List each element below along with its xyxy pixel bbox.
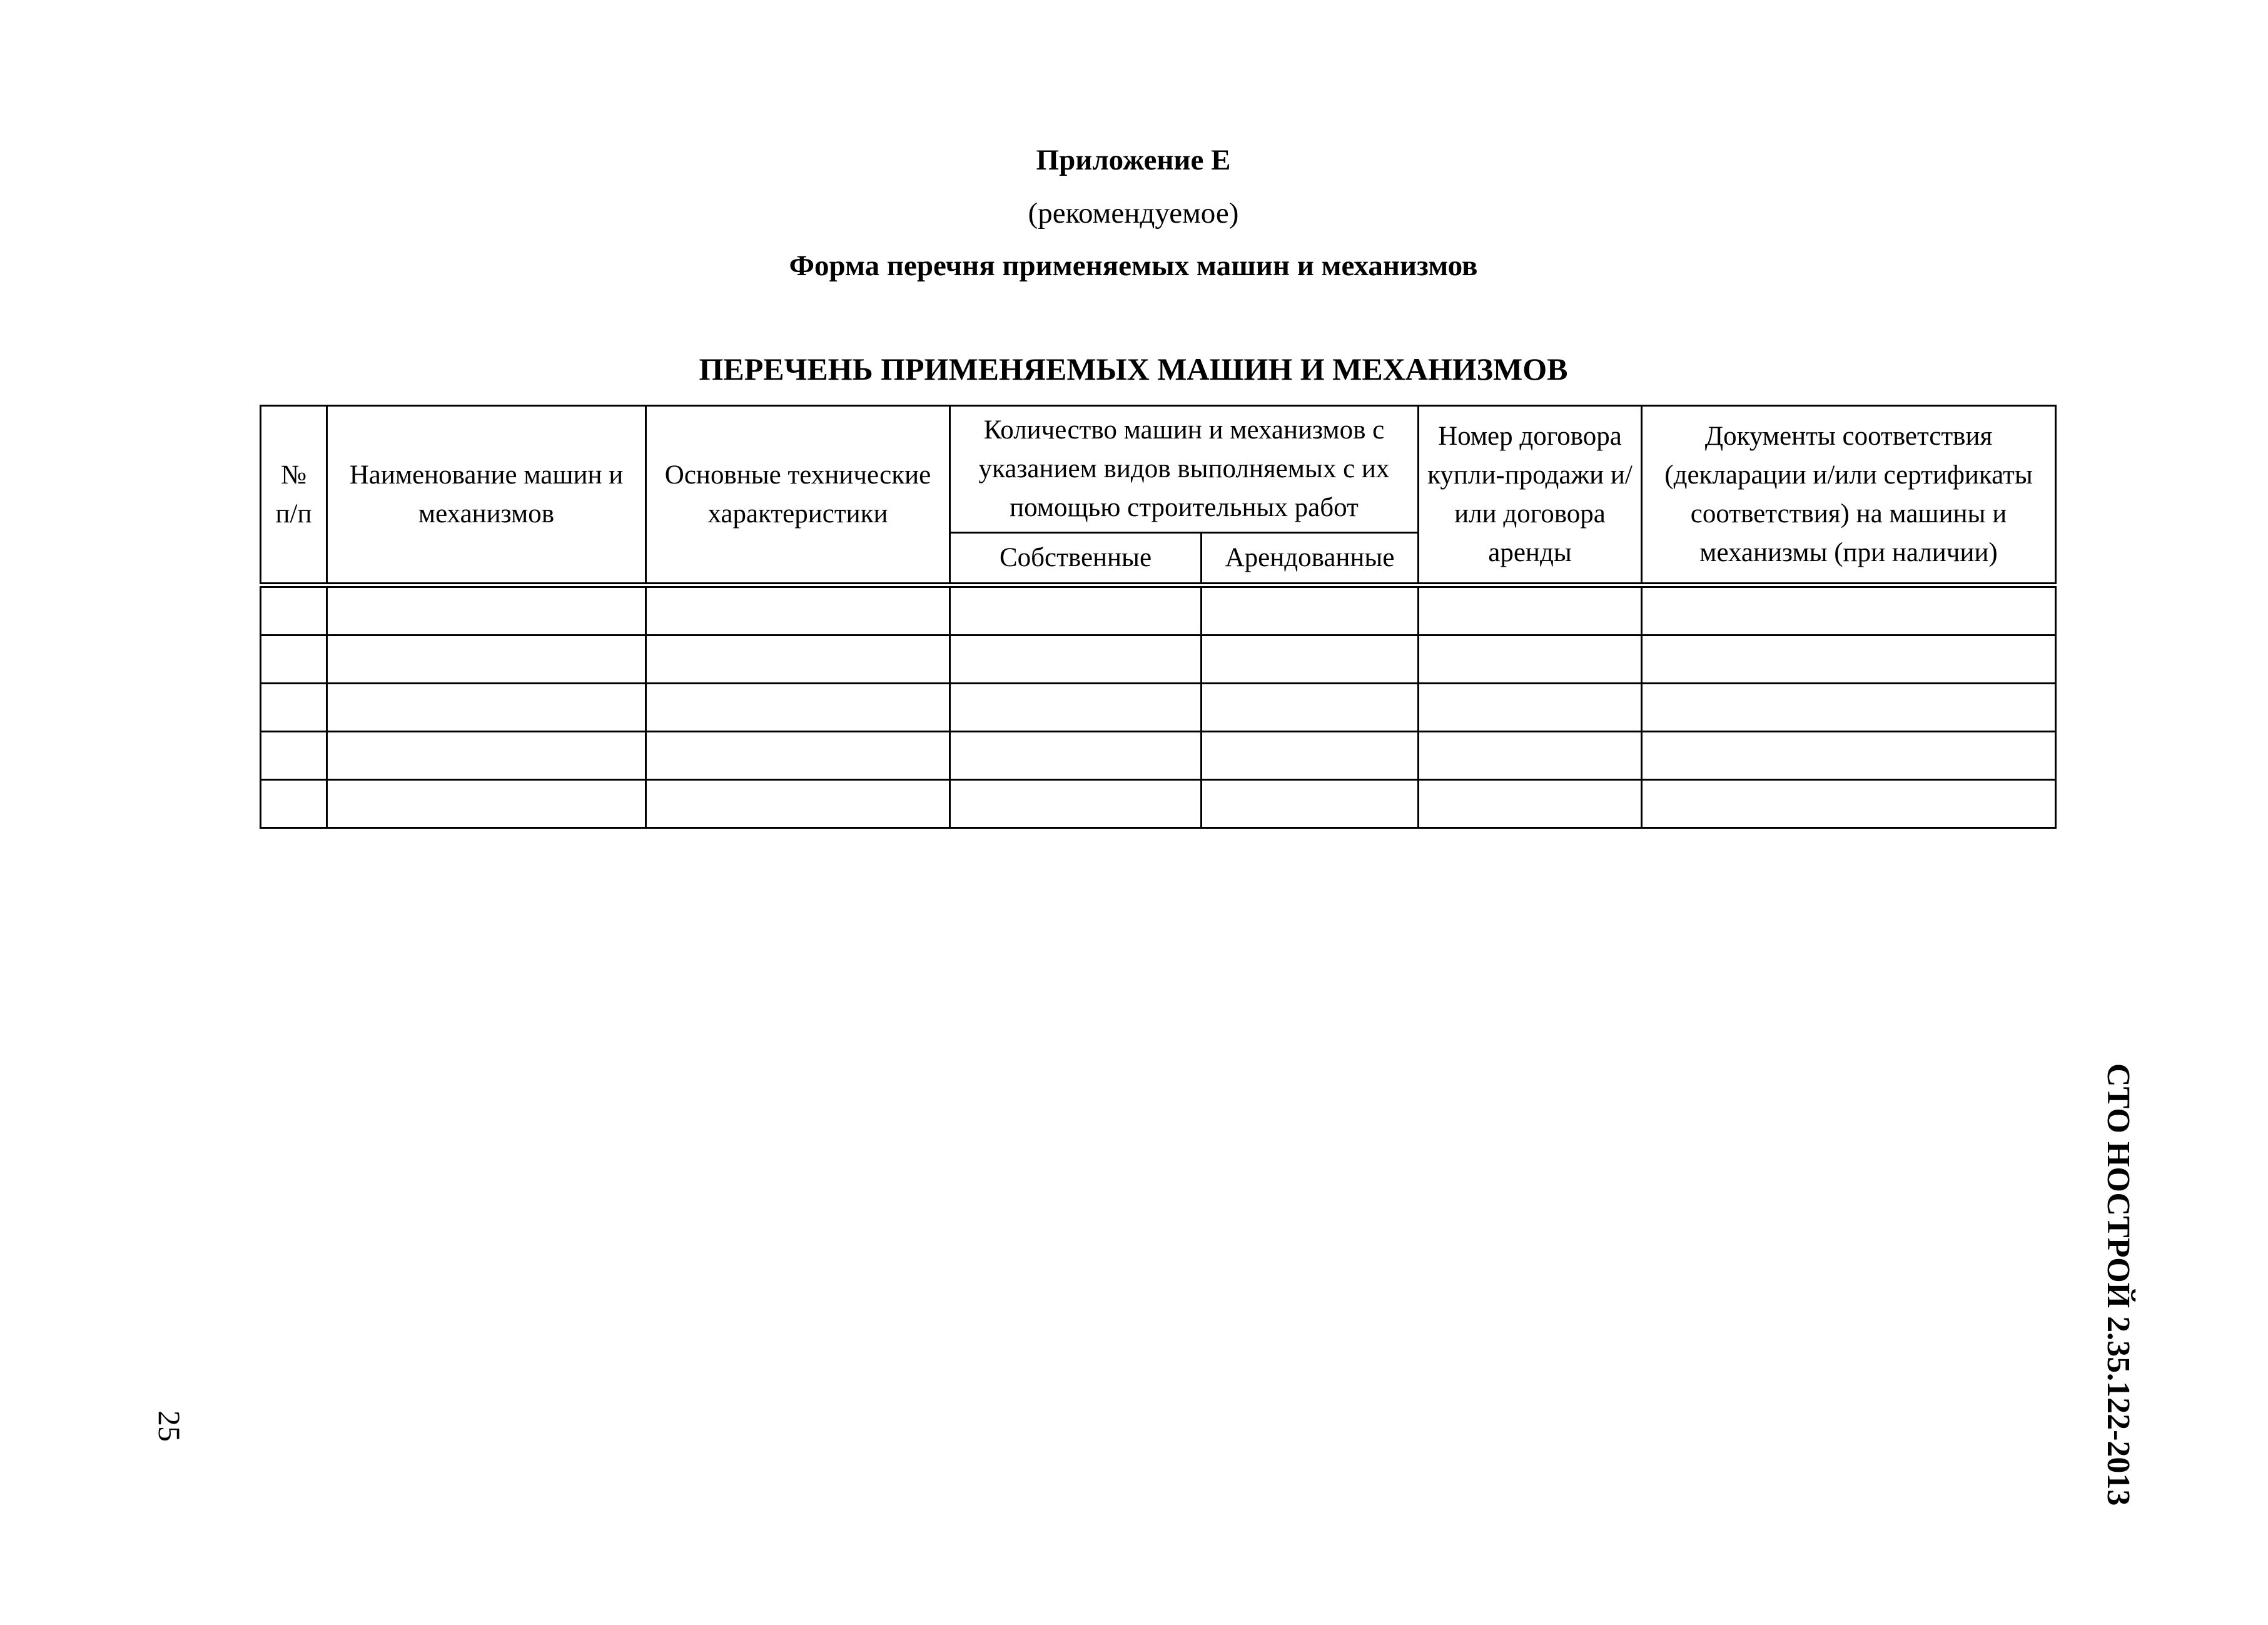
table-cell bbox=[1419, 732, 1642, 780]
table-cell bbox=[327, 780, 646, 828]
header-number-line2: п/п bbox=[275, 499, 312, 529]
table-cell bbox=[1202, 585, 1419, 635]
table-cell bbox=[950, 780, 1202, 828]
header-cell-contract: Номер договора купли-продажи и/или договора аренды bbox=[1419, 406, 1642, 585]
header-cell-documents: Документы соответствия (декларации и/или сертификаты соответствия) на машины и механизмы (при наличии) bbox=[1642, 406, 2056, 585]
appendix-title-text: Приложение Е bbox=[1036, 144, 1231, 176]
table-row bbox=[261, 732, 2056, 780]
header-cell-number bbox=[261, 406, 327, 585]
table-cell bbox=[950, 585, 1202, 635]
table-cell bbox=[1202, 732, 1419, 780]
table-cell bbox=[1202, 780, 1419, 828]
page-number-text: 25 bbox=[152, 1410, 187, 1442]
header-cell-own: Собственные bbox=[950, 533, 1202, 585]
table-cell bbox=[261, 635, 327, 684]
table-cell bbox=[1419, 635, 1642, 684]
table-cell bbox=[646, 684, 950, 732]
table-cell bbox=[327, 585, 646, 635]
table-row bbox=[261, 635, 2056, 684]
table-cell bbox=[950, 732, 1202, 780]
header-cell-specs: Основные технические характеристики bbox=[646, 406, 950, 585]
table-cell bbox=[950, 635, 1202, 684]
table-cell bbox=[327, 635, 646, 684]
table-cell bbox=[1642, 635, 2056, 684]
table-cell bbox=[1642, 684, 2056, 732]
table-cell bbox=[1202, 684, 1419, 732]
table-cell bbox=[646, 732, 950, 780]
header-cell-name: Наименование машин и механизмов bbox=[327, 406, 646, 585]
document-code-text: СТО НОСТРОЙ 2.35.122-2013 bbox=[2100, 1063, 2136, 1506]
appendix-note-text: (рекомендуемое) bbox=[1028, 197, 1239, 230]
table-cell bbox=[261, 732, 327, 780]
table-cell bbox=[1419, 585, 1642, 635]
table-cell bbox=[327, 732, 646, 780]
header-number-line1: № bbox=[280, 460, 307, 490]
table-cell bbox=[261, 780, 327, 828]
table-cell bbox=[261, 585, 327, 635]
table-cell bbox=[261, 684, 327, 732]
table-cell bbox=[1642, 780, 2056, 828]
table-cell bbox=[1642, 585, 2056, 635]
table-cell bbox=[646, 635, 950, 684]
table-cell bbox=[646, 780, 950, 828]
table-cell bbox=[1202, 635, 1419, 684]
header-cell-rented: Арендованные bbox=[1202, 533, 1419, 585]
machines-table bbox=[260, 405, 2057, 829]
header-cell-quantity: Количество машин и механизмов с указанием видов выполняемых с их помощью строительных работ bbox=[950, 406, 1419, 533]
table-cell bbox=[1419, 780, 1642, 828]
table-cell bbox=[950, 684, 1202, 732]
table-cell bbox=[1642, 732, 2056, 780]
table-header-row bbox=[261, 406, 2056, 533]
table-row bbox=[261, 585, 2056, 635]
table-cell bbox=[327, 684, 646, 732]
table-row bbox=[261, 684, 2056, 732]
table-cell bbox=[1419, 684, 1642, 732]
table-cell bbox=[646, 585, 950, 635]
table-row bbox=[261, 780, 2056, 828]
form-title-text: Форма перечня применяемых машин и механизмов bbox=[789, 250, 1478, 282]
list-title-text: ПЕРЕЧЕНЬ ПРИМЕНЯЕМЫХ МАШИН И МЕХАНИЗМОВ bbox=[699, 352, 1568, 387]
